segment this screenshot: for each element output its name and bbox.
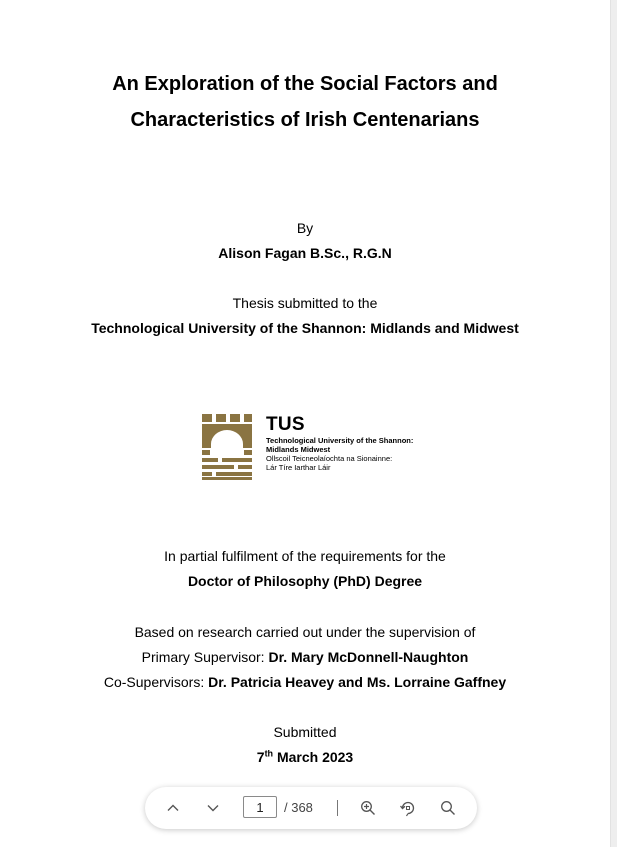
- tus-logo: [202, 414, 442, 482]
- submission-date: [0, 748, 610, 766]
- partial-fulfilment-text: In partial fulfilment of the requirements for the: [164, 548, 446, 564]
- logo-acronym: TUS: [266, 414, 305, 435]
- title-line-1: An Exploration of the Social Factors and: [112, 73, 498, 95]
- date-suffix: th: [264, 748, 274, 759]
- submitted-to-label: Thesis submitted to the: [232, 295, 378, 311]
- co-supervisors: [0, 673, 610, 691]
- primary-supervisor-name: Dr. Mary McDonnell-Naughton: [268, 649, 469, 665]
- page-number-input[interactable]: [243, 796, 277, 818]
- primary-supervisor: [0, 648, 610, 666]
- search-button[interactable]: [438, 798, 458, 818]
- co-supervisors-names: Dr. Patricia Heavey and Ms. Lorraine Gaffney: [208, 674, 507, 690]
- rotate-button[interactable]: [398, 798, 418, 818]
- toolbar-divider: [337, 800, 338, 816]
- primary-supervisor-label: Primary Supervisor:: [141, 649, 269, 665]
- research-text: Based on research carried out under the supervision of: [134, 624, 476, 640]
- submitted-label: Submitted: [273, 724, 337, 740]
- zoom-in-button[interactable]: [358, 798, 378, 818]
- logo-line-3: Ollscoil Teicneolaíochta na Sionainne:: [266, 454, 393, 463]
- search-icon: [440, 800, 456, 816]
- pdf-toolbar: [145, 787, 477, 829]
- chevron-down-icon: [206, 801, 220, 815]
- date-day: 7: [256, 749, 265, 765]
- university-name: Technological University of the Shannon: Midlands and Midwest: [91, 320, 519, 336]
- zoom-in-icon: [360, 800, 376, 816]
- page-total: / 368: [284, 800, 313, 815]
- title-line-2: Characteristics of Irish Centenarians: [130, 109, 480, 131]
- logo-text: [266, 414, 413, 472]
- previous-page-button[interactable]: [163, 798, 183, 818]
- tus-castle-icon: [202, 414, 252, 480]
- next-page-button[interactable]: [203, 798, 223, 818]
- document-title: [0, 66, 610, 138]
- logo-line-2: Midlands Midwest: [266, 445, 331, 454]
- rotate-icon: [399, 799, 417, 817]
- vertical-scrollbar[interactable]: [610, 0, 617, 847]
- degree-name: Doctor of Philosophy (PhD) Degree: [187, 573, 423, 589]
- author-name: Alison Fagan B.Sc., R.G.N: [218, 245, 392, 261]
- by-label: By: [296, 220, 314, 236]
- date-rest: March 2023: [273, 749, 354, 765]
- logo-line-1: Technological University of the Shannon:: [266, 436, 414, 445]
- logo-line-4: Lár Tíre Iarthar Láir: [266, 463, 331, 472]
- co-supervisors-label: Co-Supervisors:: [103, 674, 209, 690]
- chevron-up-icon: [166, 801, 180, 815]
